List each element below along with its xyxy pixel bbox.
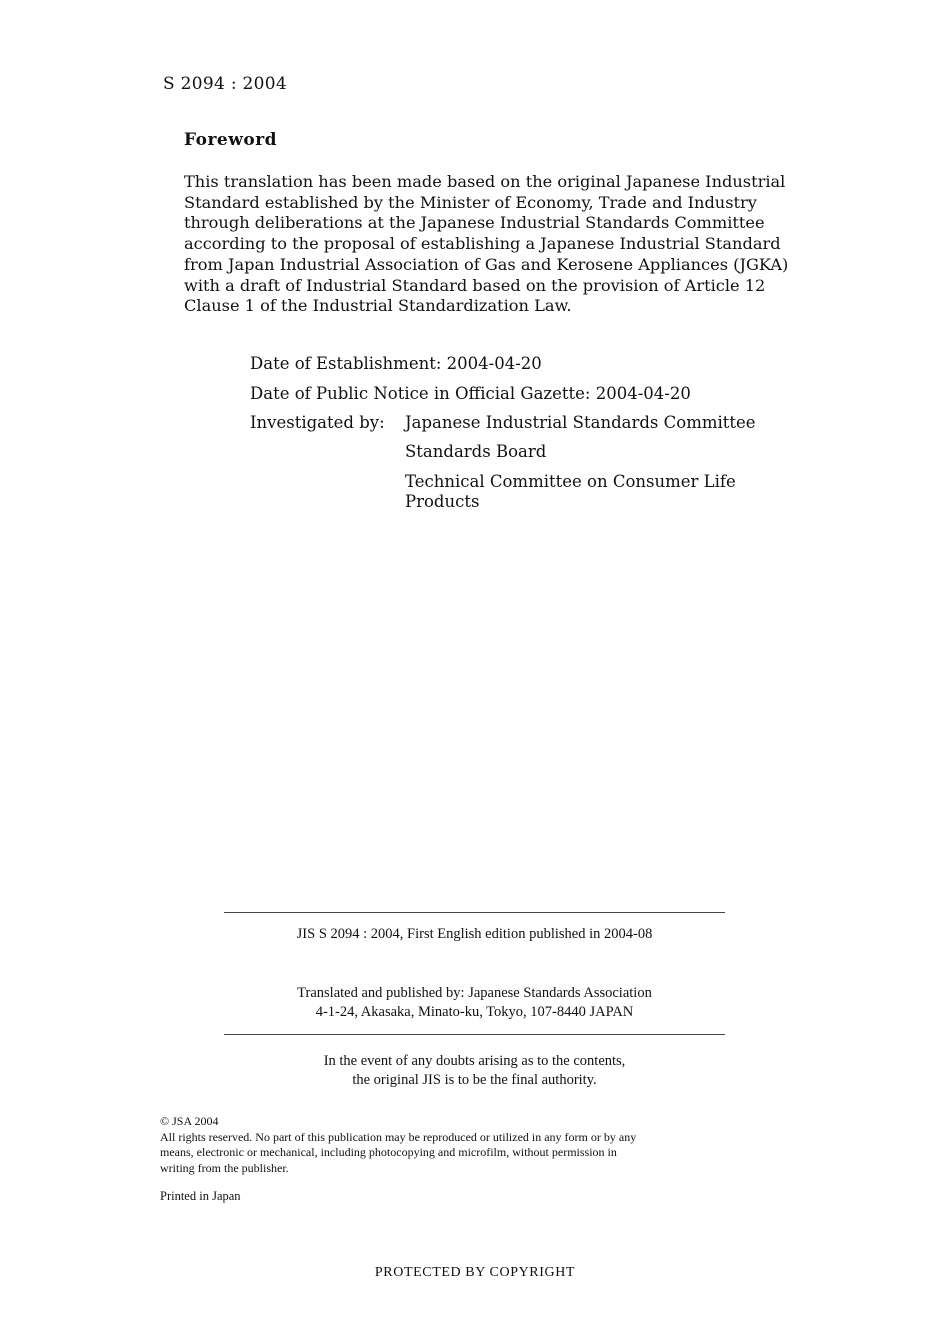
foreword-line: Clause 1 of the Industrial Standardization Law. <box>184 296 572 316</box>
protected-by-copyright: PROTECTED BY COPYRIGHT <box>374 1265 576 1280</box>
investigator-technical-committee <box>405 472 736 512</box>
authority-note <box>224 1052 725 1090</box>
investigator-technical-committee-line: Products <box>405 492 480 511</box>
publisher-line: Translated and published by: Japanese Standards Association <box>297 985 652 1001</box>
foreword-line: Standard established by the Minister of Economy, Trade and Industry <box>184 192 757 212</box>
rights-line: All rights reserved. No part of this publication may be reproduced or utilized in any form or by any <box>160 1129 637 1144</box>
foreword-heading: Foreword <box>184 130 278 150</box>
edition-statement: JIS S 2094 : 2004, First English edition published in 2004-08 <box>296 926 653 942</box>
foreword-line: through deliberations at the Japanese Industrial Standards Committee <box>184 213 765 233</box>
divider-bottom <box>224 1034 725 1035</box>
copyright-block <box>160 1114 790 1176</box>
foreword-line: from Japan Industrial Association of Gas and Kerosene Appliances (JGKA) <box>184 254 789 274</box>
foreword-line: This translation has been made based on the original Japanese Industrial <box>184 172 786 191</box>
foreword-line: with a draft of Industrial Standard based on the provision of Article 12 <box>184 275 766 295</box>
printed-in: Printed in Japan <box>160 1189 241 1203</box>
date-of-public-notice: Date of Public Notice in Official Gazette: 2004-04-20 <box>250 384 691 403</box>
date-of-establishment: Date of Establishment: 2004-04-20 <box>250 354 542 373</box>
authority-line: the original JIS is to be the final authority. <box>352 1072 597 1088</box>
foreword-body <box>184 172 804 317</box>
authority-line: In the event of any doubts arising as to the contents, <box>323 1053 626 1069</box>
foreword-line: according to the proposal of establishing a Japanese Industrial Standard <box>184 234 781 254</box>
publisher-address: 4-1-24, Akasaka, Minato-ku, Tokyo, 107-8440 JAPAN <box>315 1004 634 1020</box>
rights-line: means, electronic or mechanical, including photocopying and microfilm, without permission in <box>160 1145 617 1159</box>
investigator-committee: Japanese Industrial Standards Committee <box>405 413 756 432</box>
divider-top <box>224 912 725 913</box>
rights-line: writing from the publisher. <box>160 1160 289 1175</box>
investigated-by-label: Investigated by: <box>250 413 385 432</box>
standard-number: S 2094 : 2004 <box>163 74 288 94</box>
copyright-notice: © JSA 2004 <box>160 1114 219 1128</box>
investigator-technical-committee-line: Technical Committee on Consumer Life <box>405 472 736 491</box>
investigator-board: Standards Board <box>405 442 547 461</box>
publisher-info <box>224 984 725 1022</box>
